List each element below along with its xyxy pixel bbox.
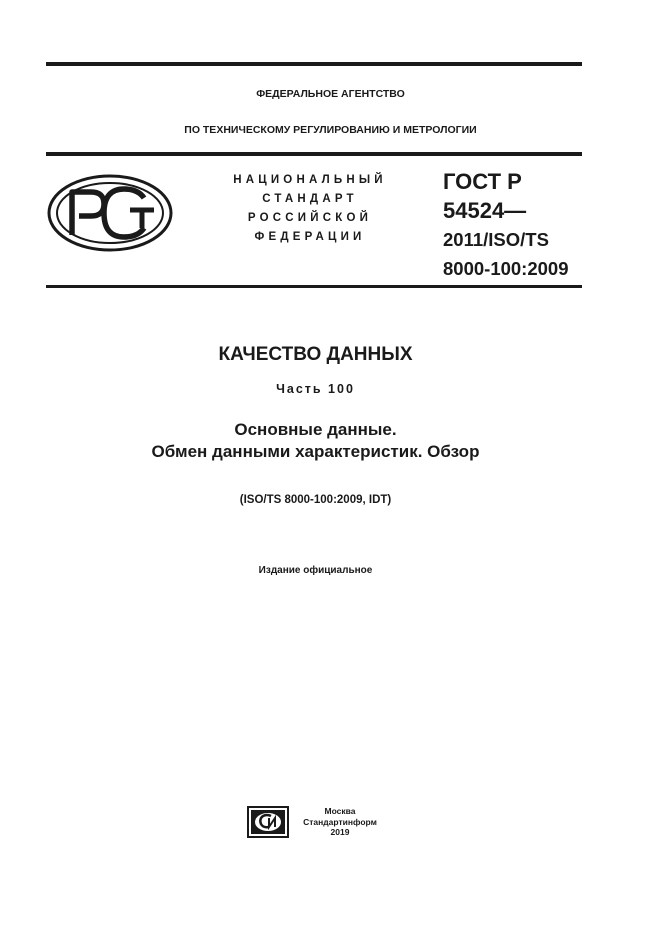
edition-note: Издание официальное — [258, 565, 373, 576]
publisher-name: Стандартинформ — [303, 816, 377, 827]
rst-certification-mark-icon — [46, 172, 176, 254]
document-title: КАЧЕСТВО ДАННЫХ — [218, 344, 413, 365]
rst-logo — [46, 172, 176, 254]
standard-type-line-1: НАЦИОНАЛЬНЫЙ — [233, 174, 387, 186]
designation-line-4: 8000-100:2009 — [443, 258, 569, 279]
designation-line-1: ГОСТ Р — [443, 169, 522, 194]
document-subtitle — [0, 419, 631, 463]
publication-year: 2019 — [330, 827, 350, 837]
publisher-city: Москва — [324, 806, 356, 816]
top-rule — [46, 62, 582, 66]
subtitle-line-1: Основные данные. — [234, 420, 397, 439]
standard-type-line-2: СТАНДАРТ — [262, 193, 358, 205]
standartinform-logo-icon — [247, 806, 289, 838]
designation-line-3: 2011/ISO/TS — [443, 229, 549, 250]
header-rule — [46, 152, 582, 156]
agency-line-1: ФЕДЕРАЛЬНОЕ АГЕНТСТВО — [256, 88, 405, 100]
part-number: Часть 100 — [276, 382, 355, 396]
designation-line-2: 54524— — [443, 198, 527, 223]
subtitle-line-2: Обмен данными характеристик. Обзор — [151, 442, 480, 461]
standard-designation — [443, 167, 569, 283]
iso-reference: (ISO/TS 8000-100:2009, IDT) — [239, 494, 392, 506]
agency-line-2: ПО ТЕХНИЧЕСКОМУ РЕГУЛИРОВАНИЮ И МЕТРОЛОГИИ — [184, 124, 477, 136]
standard-type-line-3: РОССИЙСКОЙ — [247, 212, 373, 224]
publisher-logo — [247, 806, 289, 838]
standard-type — [225, 171, 395, 247]
standard-type-line-4: ФЕДЕРАЦИИ — [254, 231, 366, 243]
designation-rule — [46, 285, 582, 288]
publisher-info — [296, 806, 384, 838]
